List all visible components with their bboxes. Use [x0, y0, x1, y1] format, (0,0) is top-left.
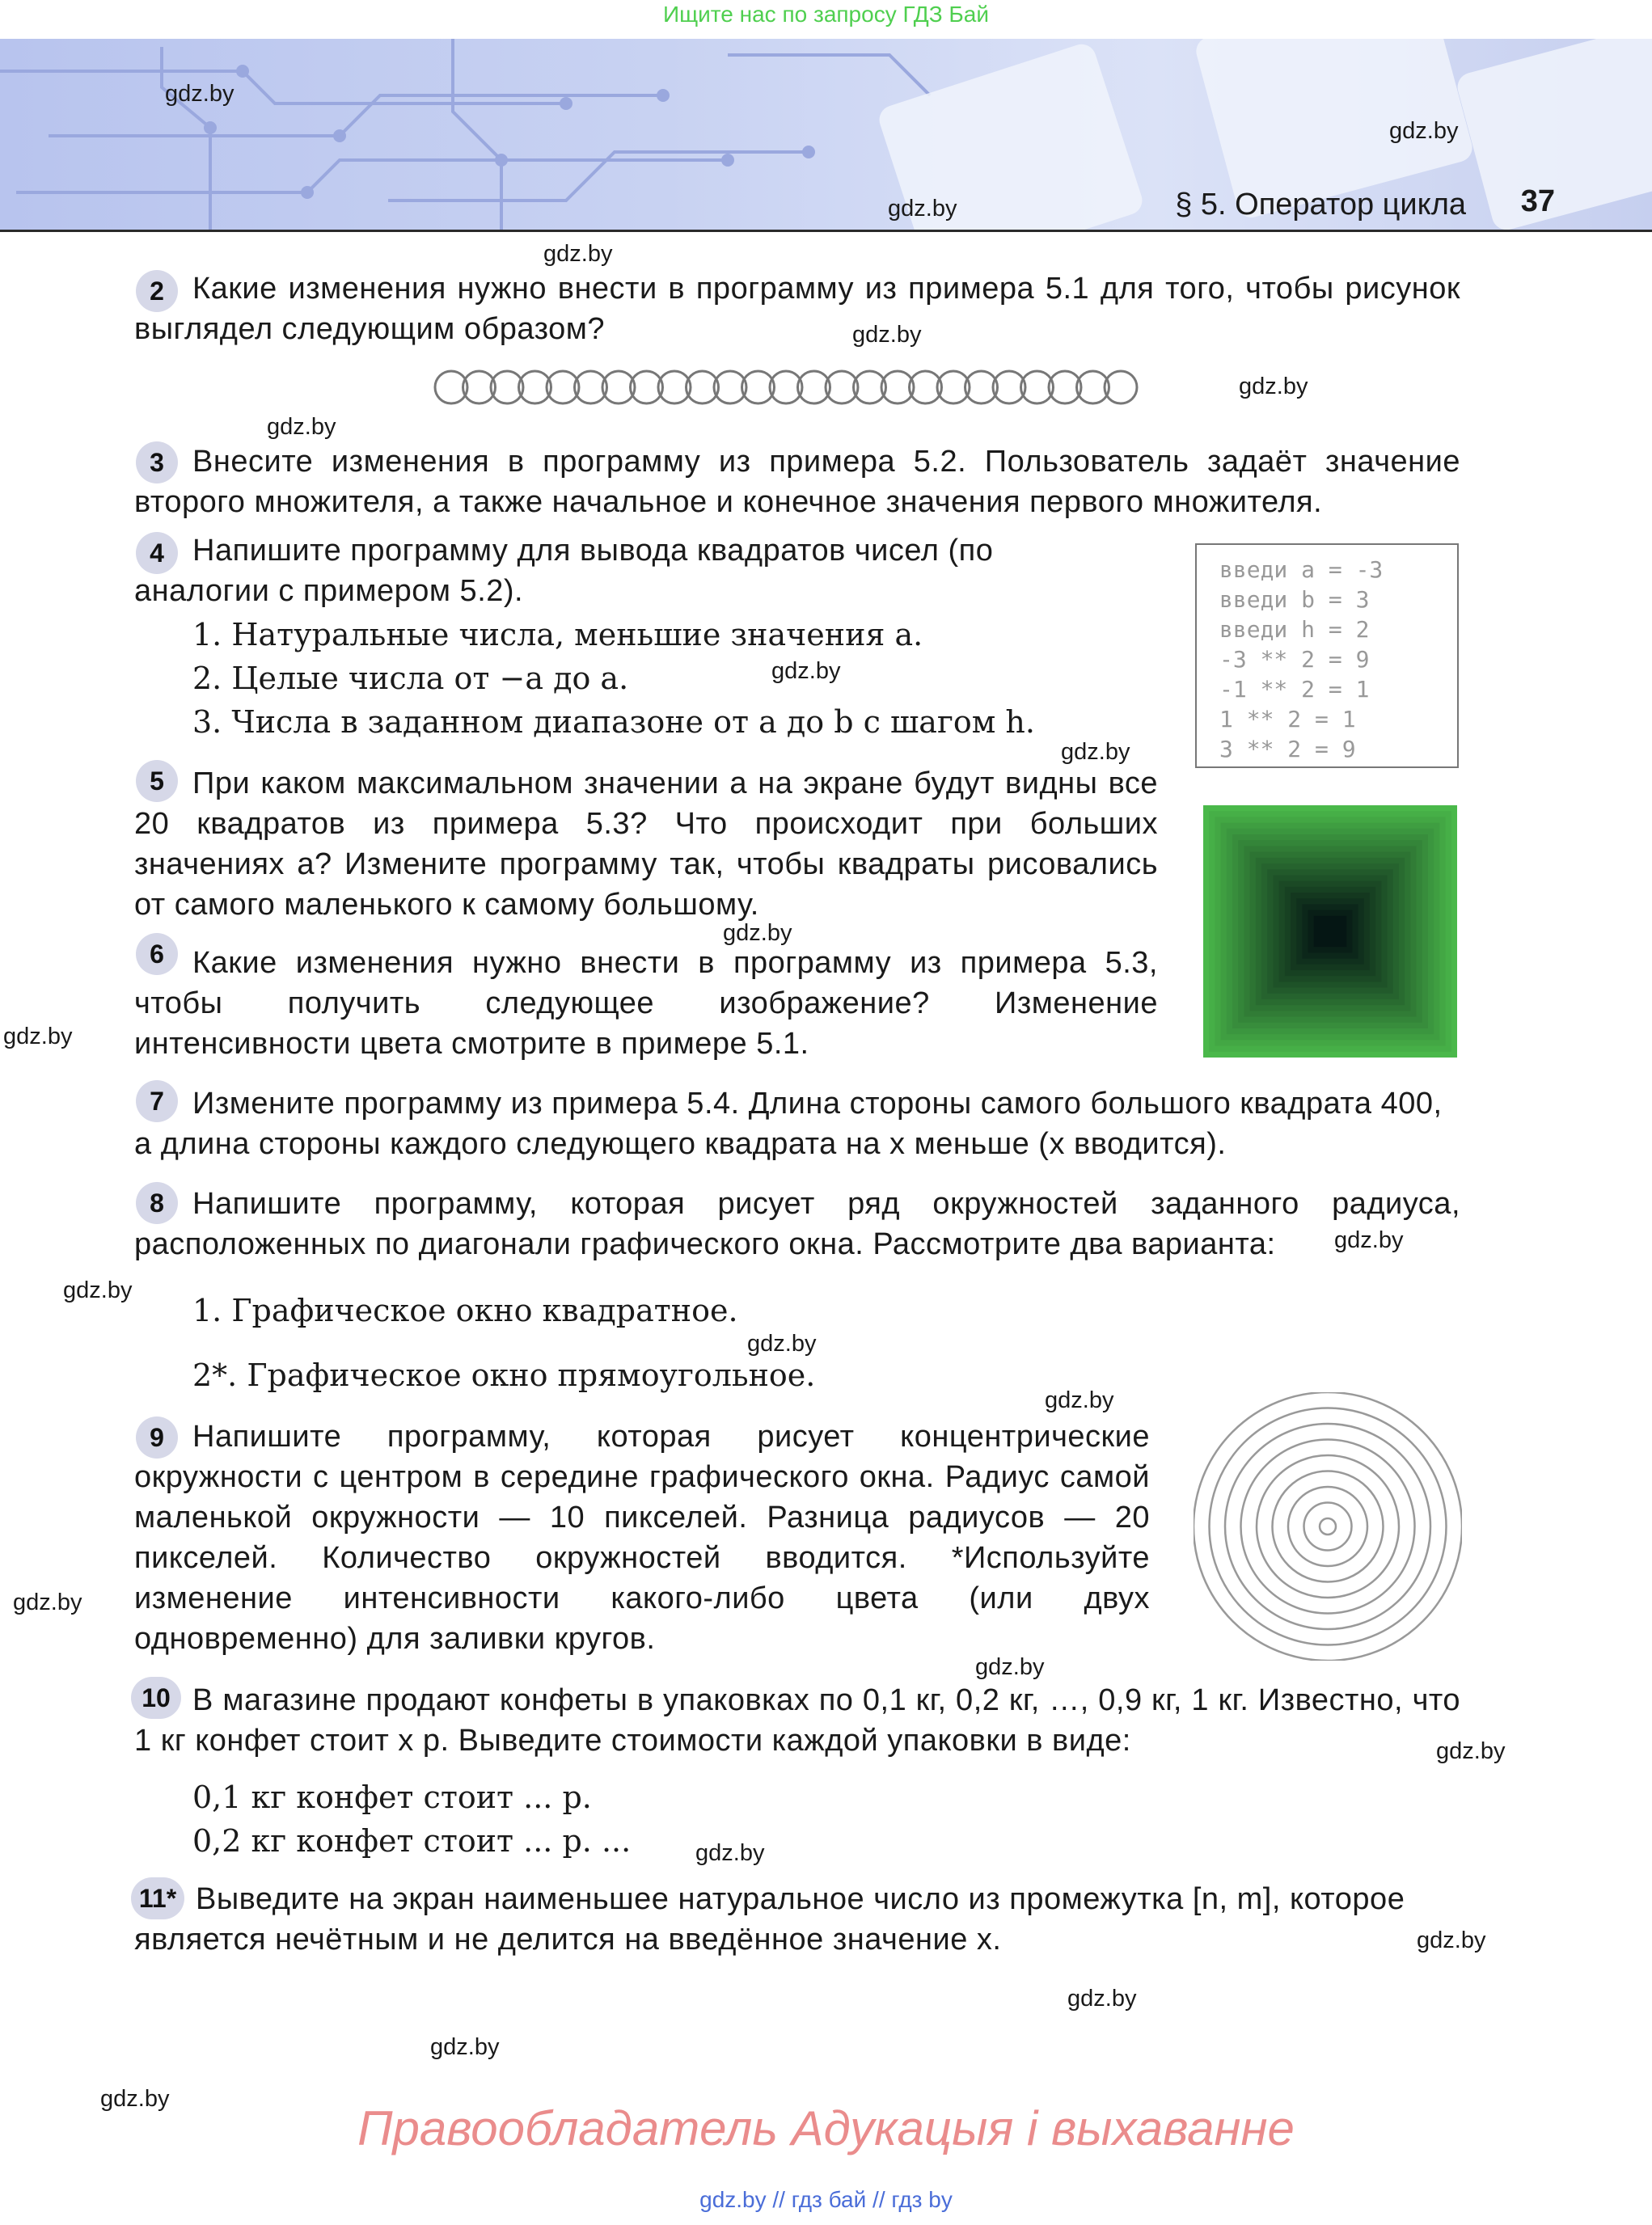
- list-item: 0,2 кг конфет стоит ... р. ...: [192, 1823, 632, 1859]
- task-text: Напишите программу, которая рисует концентрические окружности с центром в середине графического окна. Радиус самой маленькой окружности — 10 пикселей. Разница радиусов — 20 пикселей. Количество окружностей вводится. *Используйте изменение интенсивности какого-либо цвета (или двух одновременно) для заливки кругов.: [134, 1420, 1150, 1656]
- task-number: 4: [136, 532, 178, 574]
- watermark: gdz.by: [771, 658, 841, 684]
- task-text: Напишите программу, которая рисует ряд окружностей заданного радиуса, расположенных по диагонали графического окна. Рассмотрите два варианта:: [134, 1187, 1460, 1261]
- watermark: gdz.by: [13, 1590, 82, 1615]
- console-line: -3 ** 2 = 9: [1219, 646, 1370, 673]
- watermark: gdz.by: [975, 1654, 1045, 1680]
- list-item: 0,1 кг конфет стоит ... р.: [192, 1780, 592, 1815]
- watermark: gdz.by: [1417, 1927, 1486, 1953]
- footer-links: gdz.by // гдз бай // гдз by: [699, 2187, 953, 2212]
- copyright-notice: Правообладатель Адукацыя і выхаванне: [357, 2101, 1295, 2155]
- watermark: gdz.by: [165, 81, 234, 107]
- task-number: 5: [136, 760, 178, 802]
- watermark: gdz.by: [3, 1024, 73, 1049]
- section-title: § 5. Оператор цикла: [1175, 188, 1466, 222]
- concentric-circles-image: [1194, 1392, 1462, 1661]
- console-line: введи h = 2: [1219, 616, 1370, 643]
- watermark: gdz.by: [430, 2034, 500, 2060]
- task-number: 3: [136, 441, 178, 483]
- concentric-circle: [1304, 1503, 1352, 1551]
- task-number: 2: [136, 270, 178, 312]
- watermark: gdz.by: [1045, 1387, 1114, 1413]
- task-text: Напишите программу для вывода квадратов чисел (по аналогии с примером 5.2).: [134, 534, 994, 608]
- task-text: Внесите изменения в программу из примера 5.2. Пользователь задаёт значение второго множителя, а также начальное и конечное значения первого множителя.: [134, 445, 1460, 519]
- watermark: gdz.by: [1061, 739, 1130, 765]
- concentric-circle: [1288, 1487, 1367, 1566]
- task-number: 7: [136, 1080, 178, 1122]
- console-line: введи a = -3: [1219, 556, 1384, 583]
- task-text: Измените программу из примера 5.4. Длина стороны самого большого квадрата 400, а длина стороны каждого следующего квадрата на x меньше (x вводится).: [134, 1087, 1443, 1161]
- chain-of-circles: [433, 365, 1161, 412]
- watermark: gdz.by: [543, 241, 613, 267]
- task-number: 6: [136, 933, 178, 975]
- task-number: 8: [136, 1182, 178, 1224]
- task-text: Какие изменения нужно внести в программу из примера 5.1 для того, чтобы рисунок выглядел следующим образом?: [134, 272, 1460, 346]
- green-squares-image: [1203, 805, 1457, 1058]
- watermark: gdz.by: [695, 1840, 765, 1866]
- concentric-circle: [1241, 1440, 1415, 1614]
- watermark: gdz.by: [1067, 1986, 1137, 2012]
- list-item: 3. Числа в заданном диапазоне от a до b с шагом h.: [192, 704, 1035, 740]
- task-text: Какие изменения нужно внести в программу из примера 5.3, чтобы получить следующее изображение? Изменение интенсивности цвета смотрите в примере 5.1.: [134, 946, 1158, 1061]
- console-line: -1 ** 2 = 1: [1219, 676, 1370, 703]
- watermark: gdz.by: [1239, 374, 1308, 399]
- console-line: 1 ** 2 = 1: [1219, 706, 1356, 733]
- task-text: В магазине продают конфеты в упаковках по 0,1 кг, 0,2 кг, …, 0,9 кг, 1 кг. Известно, что 1 кг конфет стоит x р. Выведите стоимости каждой упаковки в виде:: [134, 1683, 1460, 1758]
- concentric-circle: [1194, 1392, 1462, 1661]
- watermark: gdz.by: [852, 322, 922, 348]
- watermark: gdz.by: [747, 1331, 817, 1357]
- watermark: gdz.by: [888, 196, 957, 222]
- concentric-circle: [1257, 1455, 1399, 1598]
- list-item: 2. Целые числа от −a до a.: [192, 661, 629, 696]
- task-text: Выведите на экран наименьшее натуральное число из промежутка [n, m], которое является нечётным и не делится на введённое значение x.: [134, 1882, 1405, 1957]
- console-output: [1195, 543, 1459, 768]
- watermark: gdz.by: [100, 2086, 170, 2112]
- watermark: gdz.by: [723, 920, 792, 946]
- list-item: 1. Графическое окно квадратное.: [192, 1293, 738, 1328]
- concentric-circle: [1320, 1518, 1336, 1535]
- watermark: gdz.by: [267, 414, 336, 440]
- task-text: При каком максимальном значении a на экране будут видны все 20 квадратов из примера 5.3? Что происходит при больших значениях a? Измените программу так, чтобы квадраты рисовались от самого маленького к самому большому.: [134, 766, 1158, 922]
- list-item: 1. Натуральные числа, меньшие значения a.: [192, 617, 923, 652]
- task-number: 11*: [131, 1877, 184, 1919]
- task-number: 10: [131, 1677, 181, 1719]
- top-note: Ищите нас по запросу ГДЗ Бай: [662, 2, 990, 27]
- watermark: gdz.by: [1389, 118, 1459, 144]
- console-line: введи b = 3: [1219, 586, 1370, 613]
- console-line: 3 ** 2 = 9: [1219, 736, 1356, 762]
- green-square: [1314, 916, 1346, 947]
- task-number: 9: [136, 1416, 178, 1459]
- watermark: gdz.by: [1334, 1227, 1404, 1253]
- concentric-circle: [1210, 1408, 1447, 1645]
- list-item: 2*. Графическое окно прямоугольное.: [192, 1357, 816, 1393]
- page-number: 37: [1520, 184, 1555, 218]
- watermark: gdz.by: [1436, 1738, 1506, 1764]
- watermark: gdz.by: [63, 1277, 133, 1303]
